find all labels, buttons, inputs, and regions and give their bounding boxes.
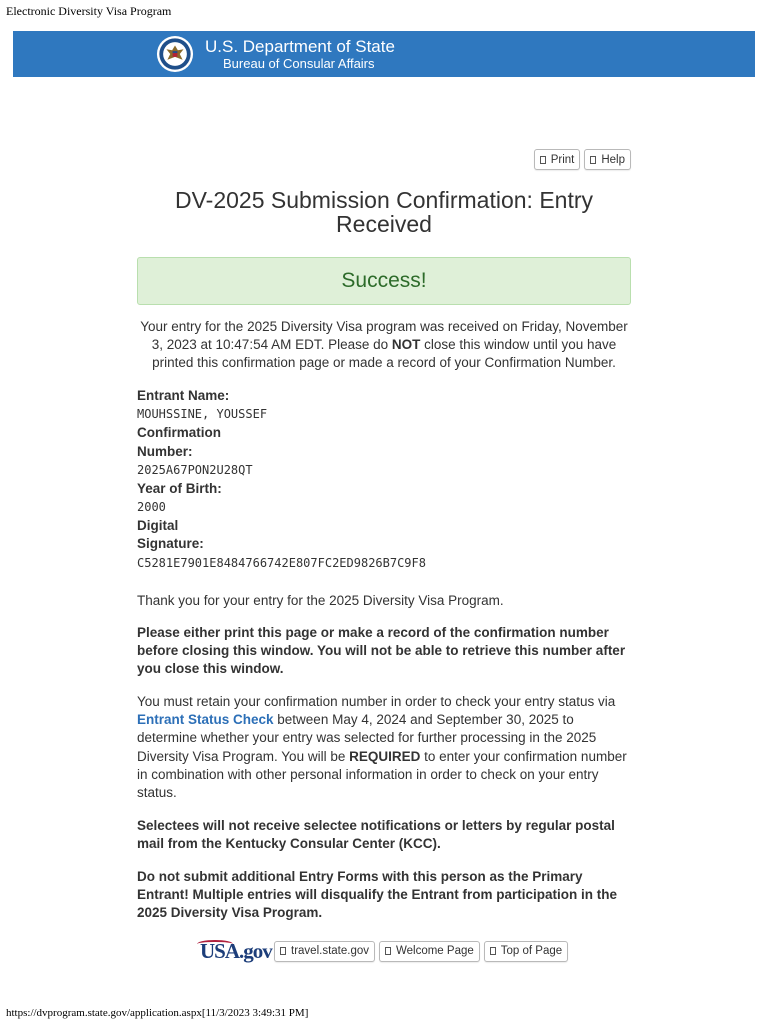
department-name: U.S. Department of State <box>205 37 395 56</box>
welcome-page-button[interactable] <box>379 941 480 962</box>
signature-label-line2: Signature: <box>137 536 204 552</box>
selectees-note: Selectees will not receive selectee notifications or letters by regular postal mail from the Kentucky Consular Center (KCC). <box>137 818 615 852</box>
footer-links <box>194 939 568 963</box>
intro-text-start: Your entry for the 2025 Diversity Visa program was received on Friday, November 3, 2023 at 10:47:54 AM EDT. Please do <box>140 319 628 353</box>
retain-text-end: to enter your confirmation number in combination with other personal information in order to check on your entry status. <box>137 748 627 801</box>
print-button-label: Print <box>550 153 575 166</box>
welcome-page-label: Welcome Page <box>395 945 474 957</box>
duplicate-entry-warning: Do not submit additional Entry Forms with this person as the Primary Entrant! Multiple entries will disqualify the Entrant from participation in the 2025 Diversity Visa Program. <box>137 869 618 921</box>
success-alert: Success! <box>137 257 631 305</box>
help-icon <box>590 156 596 164</box>
help-button-label: Help <box>601 153 625 166</box>
digital-signature-label <box>137 517 337 554</box>
state-department-seal-icon <box>156 35 194 73</box>
print-warning: Please either print this page or make a record of the confirmation number before closing this window. You will not be able to retrieve this number after you close this window. <box>137 625 626 677</box>
intro-emphasis: NOT <box>391 337 421 353</box>
entrant-name-value: MOUHSSINE, YOUSSEF <box>137 407 268 422</box>
header-banner <box>13 31 755 77</box>
retain-instructions <box>137 693 631 802</box>
top-of-page-label: Top of Page <box>500 945 563 957</box>
confirmation-label-line2: Number: <box>137 443 193 459</box>
year-of-birth-value: 2000 <box>137 500 166 515</box>
retain-text-middle: between May 4, 2024 and September 30, 2025 to determine whether your entry was selected for further processing in the 2025 Diversity Visa Program. You will be <box>137 712 597 764</box>
entry-details <box>137 387 426 573</box>
bureau-name: Bureau of Consular Affairs <box>223 56 375 71</box>
travel-state-gov-button[interactable] <box>274 941 375 962</box>
print-button[interactable] <box>534 149 581 170</box>
print-icon <box>540 156 546 164</box>
help-button[interactable] <box>584 149 631 170</box>
usagov-logo[interactable] <box>194 939 272 963</box>
usagov-logo-text: USA.gov <box>200 939 272 963</box>
arrow-up-icon <box>490 947 496 955</box>
top-of-page-button[interactable] <box>484 941 568 962</box>
intro-text <box>137 318 631 373</box>
digital-signature-value: C5281E7901E8484766742E807FC2ED9826B7C9F8 <box>137 555 426 570</box>
external-link-icon <box>280 947 286 955</box>
confirmation-number-label <box>137 424 337 461</box>
travel-state-gov-label: travel.state.gov <box>291 945 369 957</box>
thanks-text: Thank you for your entry for the 2025 Diversity Visa Program. <box>137 593 504 608</box>
print-header: Electronic Diversity Visa Program <box>6 4 172 18</box>
page-toolbar <box>534 149 631 170</box>
print-footer-url: https://dvprogram.state.gov/application.aspx[11/3/2023 3:49:31 PM] <box>6 1007 309 1019</box>
year-of-birth-label: Year of Birth: <box>137 480 222 496</box>
confirmation-label-line1: Confirmation <box>137 425 221 441</box>
retain-text-start: You must retain your confirmation number in order to check your entry status via <box>137 694 616 709</box>
home-icon <box>385 947 391 955</box>
signature-label-line1: Digital <box>137 518 179 534</box>
confirmation-number-value: 2025A67PON2U28QT <box>137 463 253 478</box>
entrant-status-check-link[interactable]: Entrant Status Check <box>137 712 274 728</box>
intro-text-end: close this window until you have printed this confirmation page or made a record of your Confirmation Number. <box>152 337 617 371</box>
page-title: DV-2025 Submission Confirmation: Entry Received <box>174 187 594 237</box>
entrant-name-label: Entrant Name: <box>137 388 230 403</box>
required-emphasis: REQUIRED <box>349 748 421 764</box>
